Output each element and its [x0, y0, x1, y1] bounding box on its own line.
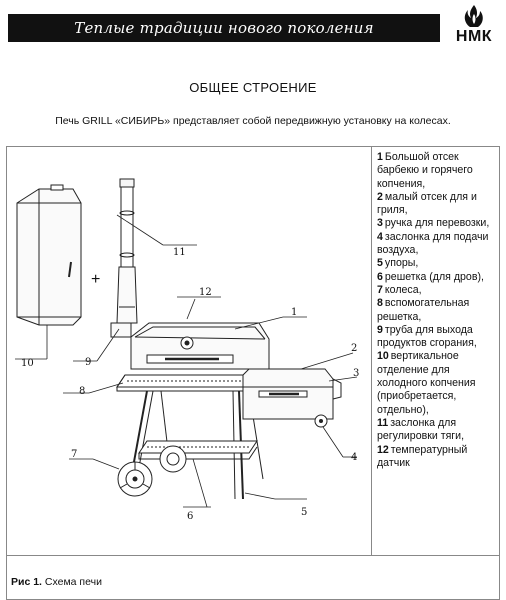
legend-number: 2 — [377, 190, 383, 203]
callout-10: 10 — [21, 358, 34, 369]
figure-table — [6, 146, 500, 600]
legend-item — [377, 350, 499, 416]
callout-12: 12 — [199, 287, 212, 298]
legend-item — [377, 191, 499, 218]
legend-number: 12 — [377, 443, 389, 456]
figure-caption — [11, 576, 102, 588]
callout-4: 4 — [351, 452, 358, 463]
legend-item — [377, 217, 499, 230]
small-grill-compartment — [243, 369, 341, 427]
legend-text: вертикальное отделение для холодного копчения (приобретается, отдельно), — [377, 350, 476, 416]
callout-2: 2 — [351, 343, 358, 354]
legend-item — [377, 231, 499, 258]
legend-text: заслонка для подачи воздуха, — [377, 230, 489, 257]
legend-number: 8 — [377, 297, 383, 310]
legend-text: решетка (для дров), — [384, 270, 484, 283]
legend-number: 5 — [377, 257, 383, 270]
chimney — [111, 179, 137, 337]
legend-item — [377, 271, 499, 284]
cold-smoking-cabinet — [17, 185, 81, 325]
carry-handle — [333, 379, 341, 399]
plus-sign: + — [91, 271, 101, 288]
callout-5: 5 — [301, 507, 308, 518]
legend-item — [377, 297, 499, 324]
lower-wood-grate — [139, 441, 257, 459]
caption-text: Схема печи — [44, 576, 102, 588]
callout-11: 11 — [173, 247, 186, 258]
legend-item — [377, 444, 499, 471]
legend-number: 7 — [377, 283, 383, 296]
legend-text: малый отсек для и гриля, — [377, 190, 477, 217]
intro-text: Печь GRILL «СИБИРЬ» представляет собой передвижную установку на колесах. — [55, 115, 451, 127]
legend-number: 3 — [377, 217, 383, 230]
callout-1: 1 — [291, 307, 298, 318]
big-barbecue-compartment — [131, 323, 269, 369]
legend-number: 10 — [377, 350, 389, 363]
stove-drawing — [7, 147, 371, 555]
callout-8: 8 — [79, 386, 86, 397]
legend-text: колеса, — [384, 283, 422, 296]
flame-icon — [448, 4, 500, 30]
legend-number: 9 — [377, 323, 383, 336]
legend-item — [377, 151, 499, 191]
legend-text: ручка для перевозки, — [384, 217, 490, 230]
legend-text: упоры, — [384, 257, 419, 270]
section-title: ОБЩЕЕ СТРОЕНИЕ — [189, 80, 317, 95]
legend-text: Большой отсек барбекю и горячего копчения, — [377, 151, 473, 190]
legend-text: заслонка для регулировки тяги, — [377, 416, 465, 443]
legend-text: вспомогательная решетка, — [377, 297, 470, 323]
legend-text: температурный датчик — [377, 443, 468, 469]
callout-3: 3 — [353, 368, 360, 379]
callout-7: 7 — [71, 449, 78, 460]
brand-logo — [448, 4, 500, 48]
caption-divider — [7, 555, 499, 556]
legend-number: 6 — [377, 270, 383, 283]
parts-legend — [377, 151, 499, 470]
caption-label: Рис 1. — [11, 576, 42, 588]
callout-6: 6 — [187, 511, 194, 522]
legend-number: 1 — [377, 151, 383, 163]
legend-item — [377, 417, 499, 444]
legend-text: труба для выхода продуктов сгорания, — [377, 323, 477, 350]
callout-9: 9 — [85, 357, 92, 368]
column-divider — [371, 147, 372, 555]
auxiliary-grate — [117, 375, 257, 391]
legend-item — [377, 257, 499, 270]
legend-item — [377, 324, 499, 351]
legend-number: 4 — [377, 230, 383, 243]
legend-item — [377, 284, 499, 297]
brand-name: НМК — [455, 28, 493, 45]
header-bar — [8, 14, 440, 42]
legend-number: 11 — [377, 416, 389, 429]
header-slogan: Теплые традиции нового поколения — [74, 19, 374, 37]
